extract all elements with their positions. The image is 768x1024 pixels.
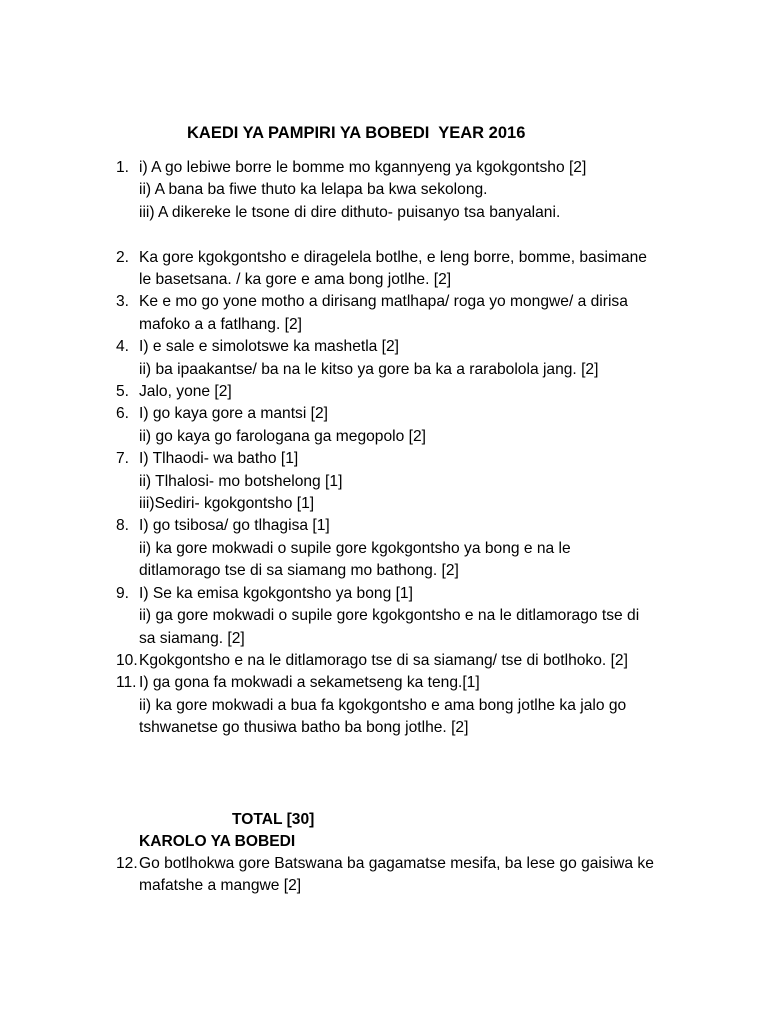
answer-line: sa siamang. [2]	[139, 629, 245, 647]
answer-number: 10.	[116, 651, 138, 669]
answer-line: ii) A bana ba fiwe thuto ka lelapa ba kwa sekolong.	[139, 181, 488, 199]
answer-item	[116, 157, 716, 224]
answer-item	[116, 650, 716, 672]
answer-line: I) e sale e simolotswe ka mashetla [2]	[139, 338, 400, 356]
answer-item	[116, 403, 716, 448]
answer-line: ii) ga gore mokwadi o supile gore kgokgontsho e na le ditlamorago tse di	[139, 607, 640, 625]
answer-list-section-two	[116, 853, 716, 898]
answer-line: Ke e mo go yone motho a dirisang matlhapa/ roga yo mongwe/ a dirisa	[139, 293, 628, 311]
document-title: KAEDI YA PAMPIRI YA BOBEDI YEAR 2016	[187, 124, 526, 142]
answer-line: mafatshe a mangwe [2]	[139, 877, 302, 895]
answer-line: ii) ka gore mokwadi o supile gore kgokgontsho ya bong e na le	[139, 539, 571, 557]
section-heading: KAROLO YA BOBEDI	[139, 833, 296, 850]
answer-number: 6.	[116, 405, 130, 423]
answer-line: mafoko a a fatlhang. [2]	[139, 315, 302, 333]
answer-number: 5.	[116, 383, 130, 401]
answer-number: 12.	[116, 855, 138, 872]
answer-line: ii) Tlhalosi- mo botshelong [1]	[139, 472, 343, 490]
answer-line: Jalo, yone [2]	[139, 383, 232, 401]
answer-number: 7.	[116, 450, 130, 468]
answer-number: 9.	[116, 584, 130, 602]
answer-item	[116, 853, 716, 898]
answer-line: iii)Sediri- kgokgontsho [1]	[139, 495, 315, 513]
answer-line: Go botlhokwa gore Batswana ba gagamatse mesifa, ba lese go gaisiwa ke	[139, 855, 654, 872]
answer-item	[116, 448, 716, 515]
total-marks: TOTAL [30]	[232, 811, 315, 828]
answer-line: I) Se ka emisa kgokgontsho ya bong [1]	[139, 584, 413, 602]
answer-line: Ka gore kgokgontsho e diragelela botlhe, e leng borre, bomme, basimane	[139, 248, 647, 266]
answer-item	[116, 583, 716, 650]
answer-line: ii) go kaya go farologana ga megopolo [2]	[139, 427, 426, 445]
answer-line: le basetsana. / ka gore e ama bong jotlhe. [2]	[139, 271, 452, 289]
answer-list	[116, 157, 716, 740]
answer-line: tshwanetse go thusiwa batho ba bong jotlhe. [2]	[139, 719, 469, 737]
answer-number: 8.	[116, 517, 130, 535]
answer-line: ii) ba ipaakantse/ ba na le kitso ya gore ba ka a rarabolola jang. [2]	[139, 360, 599, 378]
answer-item	[116, 381, 716, 403]
answer-line: iii) A dikereke le tsone di dire dithuto- puisanyo tsa banyalani.	[139, 203, 561, 221]
answer-line: I) go tsibosa/ go tlhagisa [1]	[139, 517, 330, 535]
answer-number: 2.	[116, 248, 130, 266]
answer-item	[116, 672, 716, 739]
blank-line	[116, 224, 716, 246]
answer-line: I) Tlhaodi- wa batho [1]	[139, 450, 299, 468]
answer-item	[116, 515, 716, 582]
answer-line: i) A go lebiwe borre le bomme mo kgannyeng ya kgokgontsho [2]	[139, 159, 587, 176]
answer-number: 11.	[116, 674, 137, 692]
answer-number: 3.	[116, 293, 130, 311]
answer-item	[116, 291, 716, 336]
answer-number: 4.	[116, 338, 130, 356]
answer-item	[116, 247, 716, 292]
answer-line: ii) ka gore mokwadi a bua fa kgokgontsho e ama bong jotlhe ka jalo go	[139, 696, 627, 714]
answer-line: I) ga gona fa mokwadi a sekametseng ka teng.[1]	[139, 674, 480, 692]
answer-number: 1.	[116, 159, 130, 176]
answer-line: Kgokgontsho e na le ditlamorago tse di sa siamang/ tse di botlhoko. [2]	[139, 651, 628, 669]
answer-line: I) go kaya gore a mantsi [2]	[139, 405, 328, 423]
answer-item	[116, 336, 716, 381]
answer-line: ditlamorago tse di sa siamang mo bathong. [2]	[139, 562, 459, 580]
